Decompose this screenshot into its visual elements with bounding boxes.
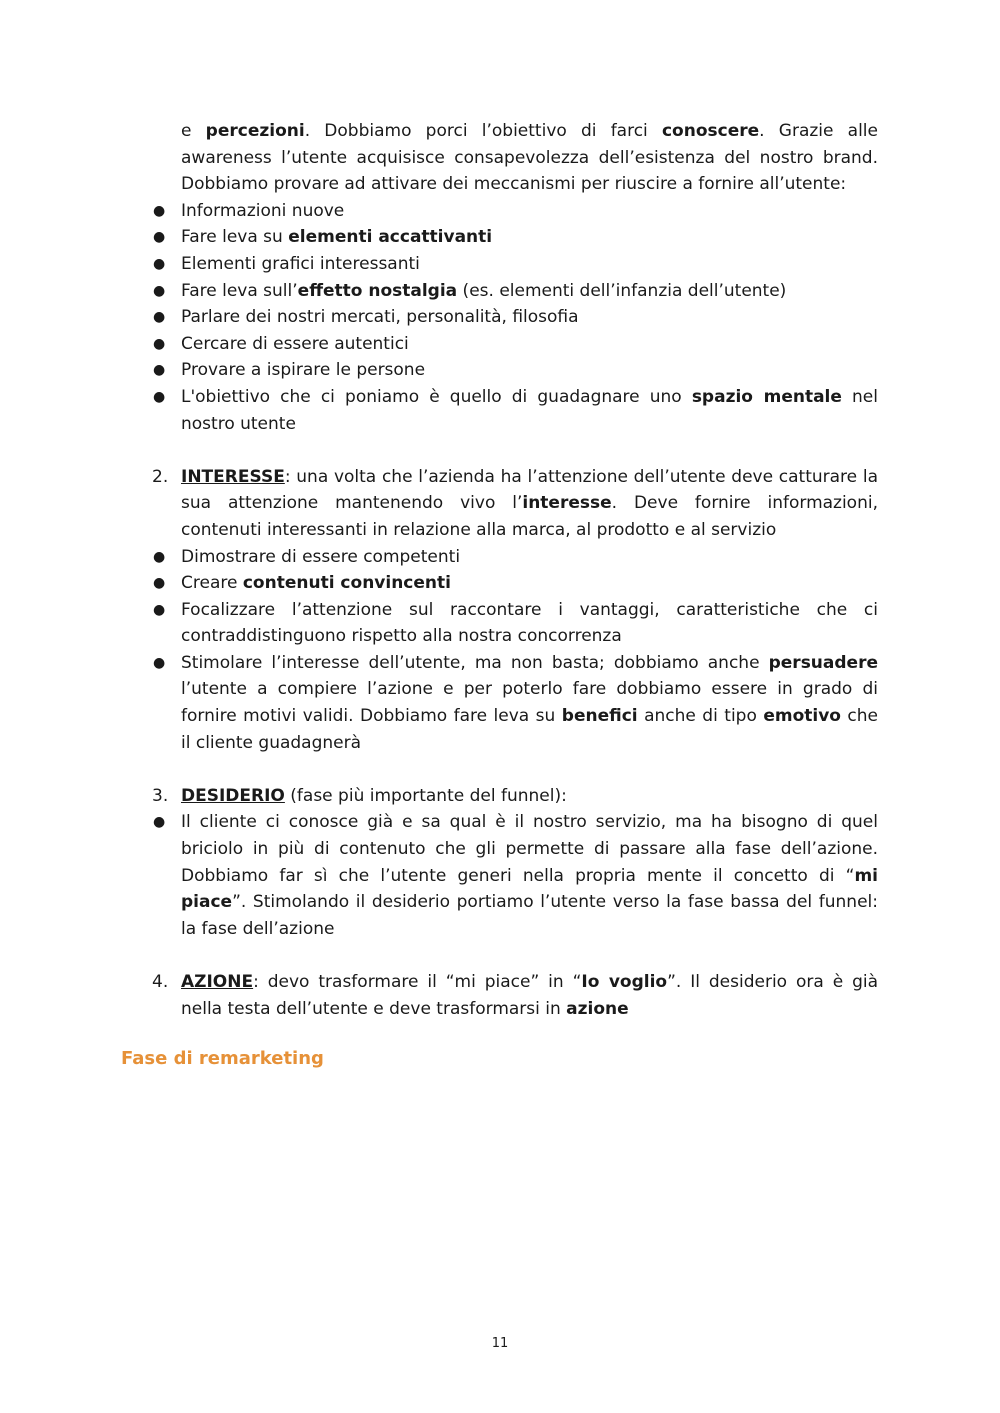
text-run: Parlare dei nostri mercati, personalità, filosofia — [181, 307, 579, 328]
bullet-marker: ● — [153, 282, 166, 299]
text-run: Fare leva su — [181, 227, 289, 248]
bold-run: emotivo — [763, 706, 841, 727]
list-item — [152, 304, 878, 331]
text-run: . Dobbiamo porci l’obiettivo di farci — [304, 121, 662, 141]
bold-run: elementi accattivanti — [288, 227, 493, 248]
section-heading-interesse: INTERESSE — [181, 466, 285, 487]
list-number: 3. — [152, 785, 169, 806]
section-heading-azione: AZIONE — [181, 972, 254, 992]
text-run: e — [181, 121, 206, 141]
list-item — [152, 544, 878, 571]
text-run: . Deve fornire informazioni, contenuti interessanti in relazione alla marca, al prodotto e al servizio — [181, 493, 878, 540]
text-run: Il cliente ci conosce già e sa qual è il nostro servizio, ma ha bisogno di quel briciolo in più di contenuto che gli permette di passare alla fase dell’azione. Dobbiamo far sì che l’utente generi nella propria mente il concetto di “ — [181, 812, 878, 886]
bullet-marker: ● — [153, 814, 166, 831]
text-run: (es. elementi dell’infanzia dell’utente) — [457, 280, 787, 301]
bullet-marker: ● — [153, 255, 166, 272]
list-item — [152, 198, 878, 225]
text-run: ”. Il desiderio ora è già nella testa dell’utente e deve trasformarsi in — [181, 972, 879, 1019]
bold-run: persuadere — [768, 652, 878, 673]
text-run: Stimolare l’interesse dell’utente, ma non basta; dobbiamo anche — [181, 652, 769, 673]
text-run: . Grazie alle awareness l’utente acquisisce consapevolezza dell’esistenza del nostro brand. Dobbiamo provare ad attivare dei meccanismi per riuscire a fornire all’utente: — [181, 121, 878, 195]
text-run: l’utente a compiere l’azione e per poterlo fare dobbiamo essere in grado di fornire motivi validi. Dobbiamo fare leva su — [181, 679, 878, 727]
text-run: Focalizzare l’attenzione sul raccontare i vantaggi, caratteristiche che ci contraddistinguono rispetto alla nostra concorrenza — [181, 599, 878, 647]
text-run: Informazioni nuove — [181, 200, 345, 221]
numbered-item-interesse — [152, 464, 878, 544]
bullet-marker: ● — [153, 362, 166, 379]
spacer — [152, 942, 878, 969]
text-run: Elementi grafici interessanti — [181, 253, 420, 274]
list-item — [152, 251, 878, 278]
list-item — [152, 384, 878, 437]
bullet-marker: ● — [153, 601, 166, 618]
list-item — [152, 224, 878, 251]
bold-run: spazio mentale — [691, 386, 842, 407]
numbered-item-desiderio — [152, 783, 878, 810]
text-run: L'obiettivo che ci poniamo è quello di guadagnare uno — [181, 386, 692, 407]
section-title-remarketing: Fase di remarketing — [121, 1048, 324, 1069]
text-run: nel nostro utente — [181, 386, 878, 434]
bold-run: Io voglio — [581, 972, 668, 992]
bullet-marker: ● — [153, 654, 166, 671]
bold-run: benefici — [561, 706, 638, 727]
list-number: 4. — [152, 972, 169, 992]
text-run: ”. Stimolando il desiderio portiamo l’utente verso la fase bassa del funnel: la fase dell’azione — [181, 892, 878, 939]
bullet-marker: ● — [153, 229, 166, 246]
spacer — [152, 756, 878, 783]
text-run: (fase più importante del funnel): — [284, 785, 567, 806]
text-run: : devo trasformare il “mi piace” in “ — [253, 972, 582, 992]
bullet-marker: ● — [153, 575, 166, 592]
text-run: che il cliente guadagnerà — [181, 706, 879, 753]
bullet-marker: ● — [153, 309, 166, 326]
bold-run: azione — [566, 998, 629, 1019]
list-item — [152, 357, 878, 384]
list-item — [152, 809, 878, 942]
text-run: Creare — [181, 573, 243, 594]
bold-run: effetto nostalgia — [297, 280, 458, 301]
body-text — [152, 118, 878, 1022]
list-item — [152, 597, 878, 650]
text-run: Cercare di essere autentici — [181, 333, 409, 354]
bullet-marker: ● — [153, 335, 166, 352]
text-run: Provare a ispirare le persone — [181, 360, 426, 381]
bold-run: interesse — [522, 493, 612, 514]
bullet-marker: ● — [153, 388, 166, 405]
bullet-marker: ● — [153, 548, 166, 565]
section-heading-desiderio: DESIDERIO — [181, 785, 285, 806]
list-item — [152, 331, 878, 358]
text-run: Dimostrare di essere competenti — [181, 546, 461, 567]
list-item — [152, 650, 878, 756]
bold-run: percezioni — [205, 121, 305, 141]
list-item — [152, 570, 878, 597]
bold-run: conoscere — [661, 121, 760, 141]
text-run: : una volta che l’azienda ha l’attenzione dell’utente deve catturare la sua attenzione mantenendo vivo l’ — [181, 466, 878, 514]
text-run: anche di tipo — [637, 706, 764, 727]
spacer — [152, 437, 878, 464]
numbered-item-azione — [152, 969, 878, 1022]
bold-run: contenuti convincenti — [242, 573, 451, 594]
list-item — [152, 278, 878, 305]
page-number: 11 — [491, 1336, 509, 1351]
awareness-paragraph — [152, 118, 878, 198]
bold-run: mi piace — [181, 865, 878, 913]
list-number: 2. — [152, 466, 169, 487]
text-run: Fare leva sull’ — [181, 280, 298, 301]
bullet-marker: ● — [153, 202, 166, 219]
